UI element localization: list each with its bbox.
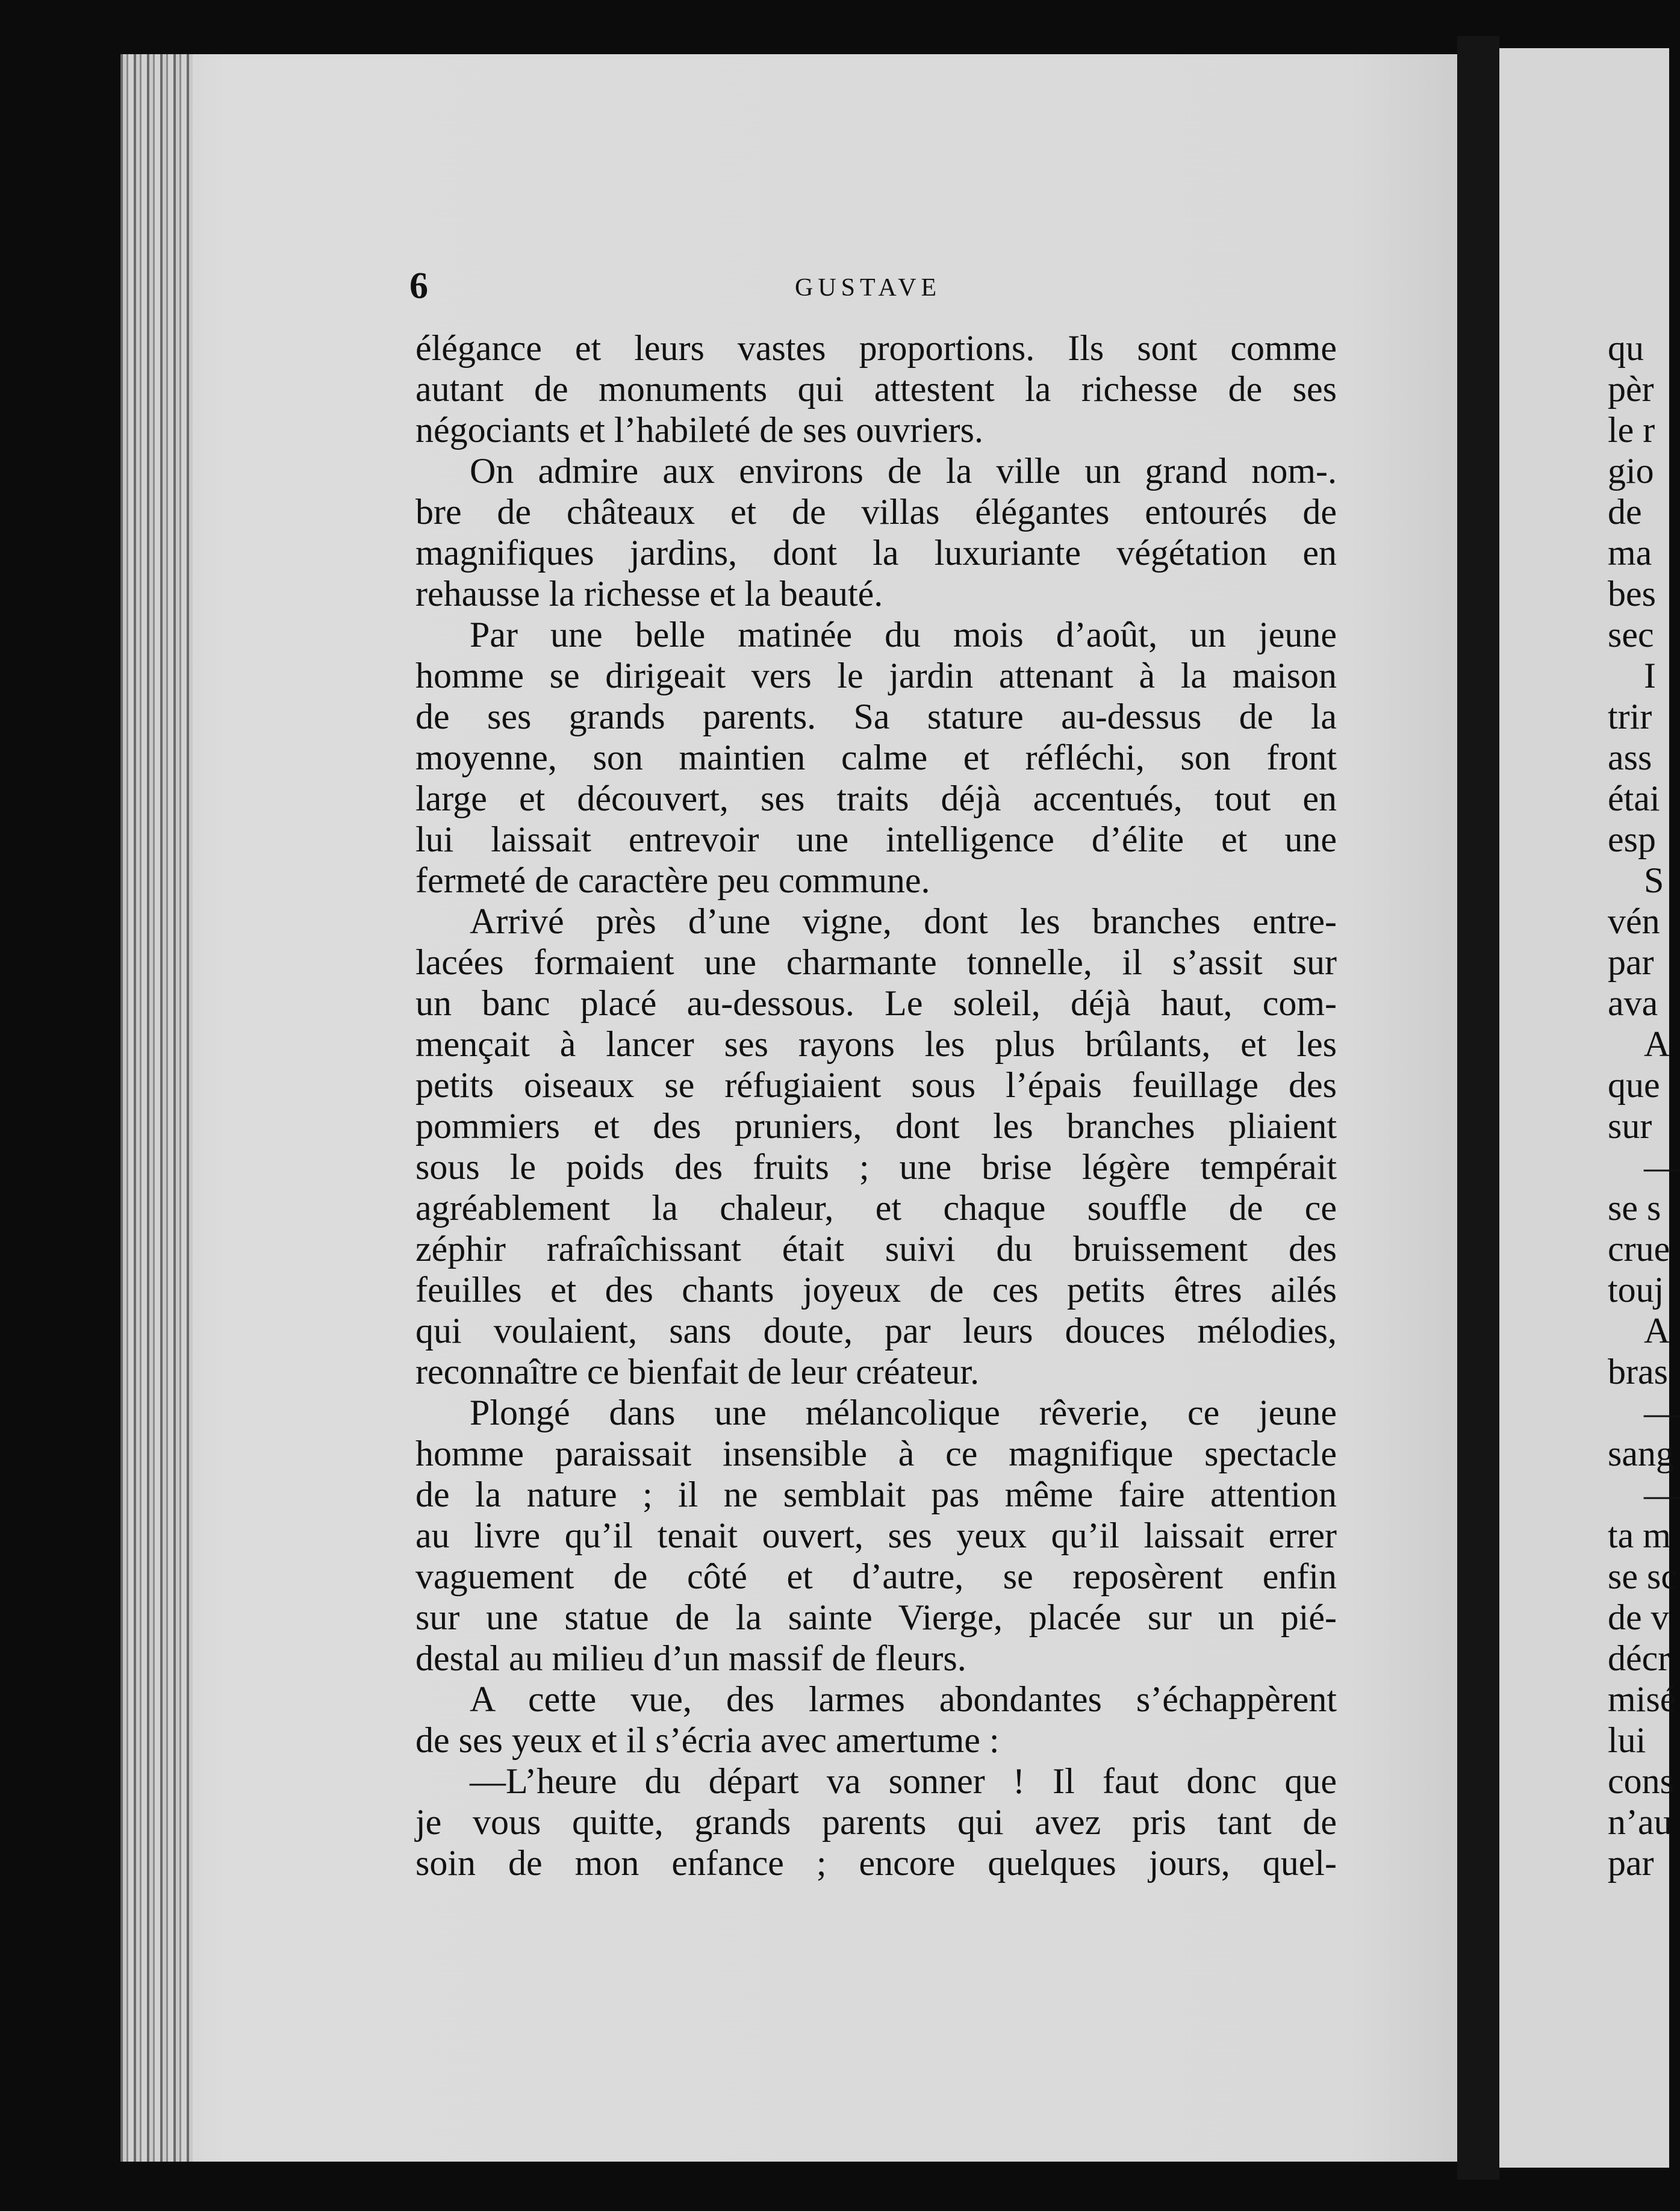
facing-page-text	[1505, 328, 1680, 1883]
facing-text-line: I	[1644, 656, 1656, 695]
facing-text-line: n’au	[1608, 1802, 1672, 1842]
text-line: On admire aux environs de la ville un grand nom-.	[470, 451, 1337, 491]
text-line: pommiers et des pruniers, dont les branches pliaient	[415, 1106, 1337, 1146]
facing-text-line: vén	[1608, 901, 1660, 941]
facing-text-line: qu	[1608, 328, 1644, 368]
text-line: vaguement de côté et d’autre, se reposèrent enfin	[415, 1556, 1337, 1596]
facing-text-line: sur	[1608, 1106, 1652, 1146]
text-line: sur une statue de la sainte Vierge, placée sur un pié-	[415, 1597, 1337, 1637]
facing-text-line: misé	[1608, 1679, 1676, 1719]
facing-text-line: se s	[1608, 1188, 1661, 1228]
text-line: reconnaître ce bienfait de leur créateur.	[415, 1352, 980, 1392]
facing-text-line: ta m	[1608, 1516, 1671, 1555]
page-edge-stack	[120, 54, 193, 2162]
facing-text-line: le r	[1608, 410, 1655, 450]
text-line: élégance et leurs vastes proportions. Ils sont comme	[415, 328, 1337, 368]
text-line: bre de châteaux et de villas élégantes entourés de	[415, 492, 1337, 532]
text-line: feuilles et des chants joyeux de ces petits êtres ailés	[415, 1270, 1337, 1310]
text-line: —L’heure du départ va sonner ! Il faut donc que	[470, 1761, 1337, 1801]
facing-text-line: sec	[1608, 615, 1654, 655]
text-line: Plongé dans une mélancolique rêverie, ce jeune	[470, 1393, 1337, 1432]
text-line: agréablement la chaleur, et chaque souffle de ce	[415, 1188, 1337, 1228]
facing-text-line: étai	[1608, 779, 1660, 818]
facing-text-line: de	[1608, 492, 1642, 532]
text-line: de la nature ; il ne semblait pas même faire attention	[415, 1475, 1337, 1514]
facing-text-line: cons	[1608, 1761, 1674, 1801]
text-line: destal au milieu d’un massif de fleurs.	[415, 1638, 966, 1678]
text-line: autant de monuments qui attestent la richesse de ses	[415, 369, 1337, 409]
page-header	[409, 265, 1349, 313]
facing-text-line: bras	[1608, 1352, 1668, 1392]
facing-text-line: pèr	[1608, 369, 1654, 409]
body-text	[415, 328, 1337, 1883]
facing-text-line: esp	[1608, 819, 1656, 859]
facing-text-line: sang	[1608, 1434, 1674, 1473]
facing-text-line: —	[1644, 1393, 1680, 1432]
running-head: GUSTAVE	[795, 274, 942, 302]
text-line: de ses yeux et il s’écria avec amertume :	[415, 1720, 1000, 1760]
text-line: soin de mon enfance ; encore quelques jours, quel-	[415, 1843, 1337, 1883]
facing-text-line: touj	[1608, 1270, 1664, 1310]
facing-text-line: —	[1644, 1147, 1680, 1187]
facing-text-line: S	[1644, 860, 1664, 900]
facing-text-line: crue	[1608, 1229, 1670, 1269]
text-line: magnifiques jardins, dont la luxuriante végétation en	[415, 533, 1337, 573]
facing-text-line: gio	[1608, 451, 1654, 491]
text-line: qui voulaient, sans doute, par leurs douces mélodies,	[415, 1311, 1337, 1351]
facing-text-line: lui	[1608, 1720, 1646, 1760]
facing-text-line: A	[1644, 1024, 1670, 1064]
facing-text-line: que	[1608, 1065, 1660, 1105]
facing-text-line: trir	[1608, 697, 1652, 736]
book-gutter	[1457, 36, 1499, 2180]
facing-text-line: A	[1644, 1311, 1670, 1351]
text-line: Par une belle matinée du mois d’août, un jeune	[470, 615, 1337, 655]
text-line: sous le poids des fruits ; une brise légère tempérait	[415, 1147, 1337, 1187]
text-line: rehausse la richesse et la beauté.	[415, 574, 883, 614]
facing-text-line: décr	[1608, 1638, 1670, 1678]
facing-text-line: de v	[1608, 1597, 1669, 1637]
facing-text-line: par	[1608, 1843, 1654, 1883]
text-line: petits oiseaux se réfugiaient sous l’épais feuillage des	[415, 1065, 1337, 1105]
facing-text-line: bes	[1608, 574, 1656, 614]
text-line: un banc placé au-dessous. Le soleil, déjà haut, com-	[415, 983, 1337, 1023]
text-line: homme se dirigeait vers le jardin attenant à la maison	[415, 656, 1337, 695]
facing-text-line: —	[1644, 1475, 1680, 1514]
text-line: homme paraissait insensible à ce magnifique spectacle	[415, 1434, 1337, 1473]
text-line: fermeté de caractère peu commune.	[415, 860, 930, 900]
text-line: lacées formaient une charmante tonnelle, il s’assit sur	[415, 942, 1337, 982]
facing-text-line: se sc	[1608, 1556, 1677, 1596]
text-line: mençait à lancer ses rayons les plus brûlants, et les	[415, 1024, 1337, 1064]
text-line: je vous quitte, grands parents qui avez pris tant de	[415, 1802, 1337, 1842]
text-line: moyenne, son maintien calme et réfléchi, son front	[415, 738, 1337, 777]
facing-text-line: ass	[1608, 738, 1652, 777]
text-line: au livre qu’il tenait ouvert, ses yeux qu’il laissait errer	[415, 1516, 1337, 1555]
text-line: A cette vue, des larmes abondantes s’échappèrent	[470, 1679, 1337, 1719]
text-line: zéphir rafraîchissant était suivi du bruissement des	[415, 1229, 1337, 1269]
text-line: de ses grands parents. Sa stature au-dessus de la	[415, 697, 1337, 736]
text-line: Arrivé près d’une vigne, dont les branches entre-	[470, 901, 1337, 941]
facing-text-line: ma	[1608, 533, 1652, 573]
text-line: lui laissait entrevoir une intelligence d’élite et une	[415, 819, 1337, 859]
facing-text-line: par	[1608, 942, 1654, 982]
text-line: négociants et l’habileté de ses ouvriers.	[415, 410, 984, 450]
page-number: 6	[409, 266, 428, 306]
facing-text-line: ava	[1608, 983, 1658, 1023]
text-line: large et découvert, ses traits déjà accentués, tout en	[415, 779, 1337, 818]
